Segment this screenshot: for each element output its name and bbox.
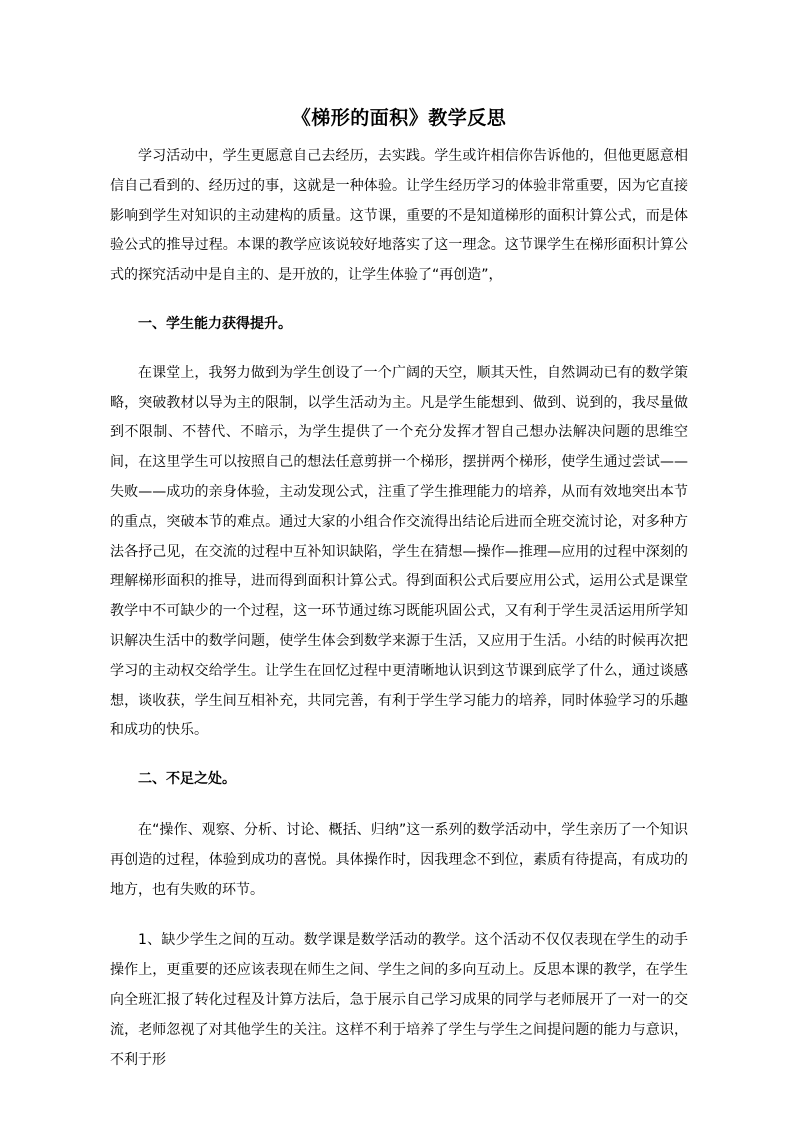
point-paragraph-1: 1、缺少学生之间的互动。数学课是数学活动的教学。这个活动不仅仅表现在学生的动手操作上，更重要的还应该表现在师生之间、学生之间的多向互动上。反思本课的教学，在学生向全班汇报了转化过程及计算方法后，急于展示自己学习成果的同学与老师展开了一对一的交流，老师忽视了对其他学生的关注。这样不利于培养了学生与学生之间提问题的能力与意识，不利于形: [110, 932, 688, 1068]
document-content: [110, 104, 688, 1075]
section-body-1: 在课堂上，我努力做到为学生创设了一个广阔的天空，顺其天性，自然调动已有的数学策略，突破教材以导为主的限制，以学生活动为主。凡是学生能想到、做到、说到的，我尽量做到不限制、不替代、不暗示，为学生提供了一个充分发挥才智自己想办法解决问题的思维空间，在这里学生可以按照自己的想法任意剪拼一个梯形，摆拼两个梯形，使学生通过尝试——失败——成功的亲身体验，主动发现公式，注重了学生推理能力的培养，从而有效地突出本节的重点，突破本节的难点。通过大家的小组合作交流得出结论后进而全班交流讨论，对多种方法各抒己见，在交流的过程中互补知识缺陷，学生在猜想—操作—推理—应用的过程中深刻的理解梯形面积的推导，进而得到面积计算公式。得到面积公式后要应用公式，运用公式是课堂教学中不可缺少的一个过程，这一环节通过练习既能巩固公式，又有利于学生灵活运用所学知识解决生活中的数学问题，使学生体会到数学来源于生活，又应用于生活。小结的时候再次把学习的主动权交给学生。让学生在回忆过程中更清晰地认识到这节课到底学了什么，通过谈感想，谈收获，学生间互相补充，共同完善，有利于学生学习能力的培养，同时体验学习的乐趣和成功的快乐。: [110, 364, 688, 739]
intro-paragraph: 学习活动中，学生更愿意自己去经历，去实践。学生或许相信你告诉他的，但他更愿意相信自己看到的、经历过的事，这就是一种体验。让学生经历学习的体验非常重要，因为它直接影响到学生对知识的主动建构的质量。这节课，重要的不是知道梯形的面积计算公式，而是体验公式的推导过程。本课的教学应该说较好地落实了这一理念。这节课学生在梯形面积计算公式的探究活动中是自主的、是开放的，让学生体验了“再创造”，: [110, 148, 688, 284]
section-heading-2: 二、不足之处。: [138, 771, 236, 788]
section-heading-1: 一、学生能力获得提升。: [138, 315, 292, 332]
page-title: 《梯形的面积》教学反思: [291, 107, 507, 129]
section-body-2: 在“操作、观察、分析、讨论、概括、归纳”这一系列的数学活动中，学生亲历了一个知识再创造的过程，体验到成功的喜悦。具体操作时，因我理念不到位，素质有待提高，有成功的地方，也有失败的环节。: [110, 821, 688, 898]
